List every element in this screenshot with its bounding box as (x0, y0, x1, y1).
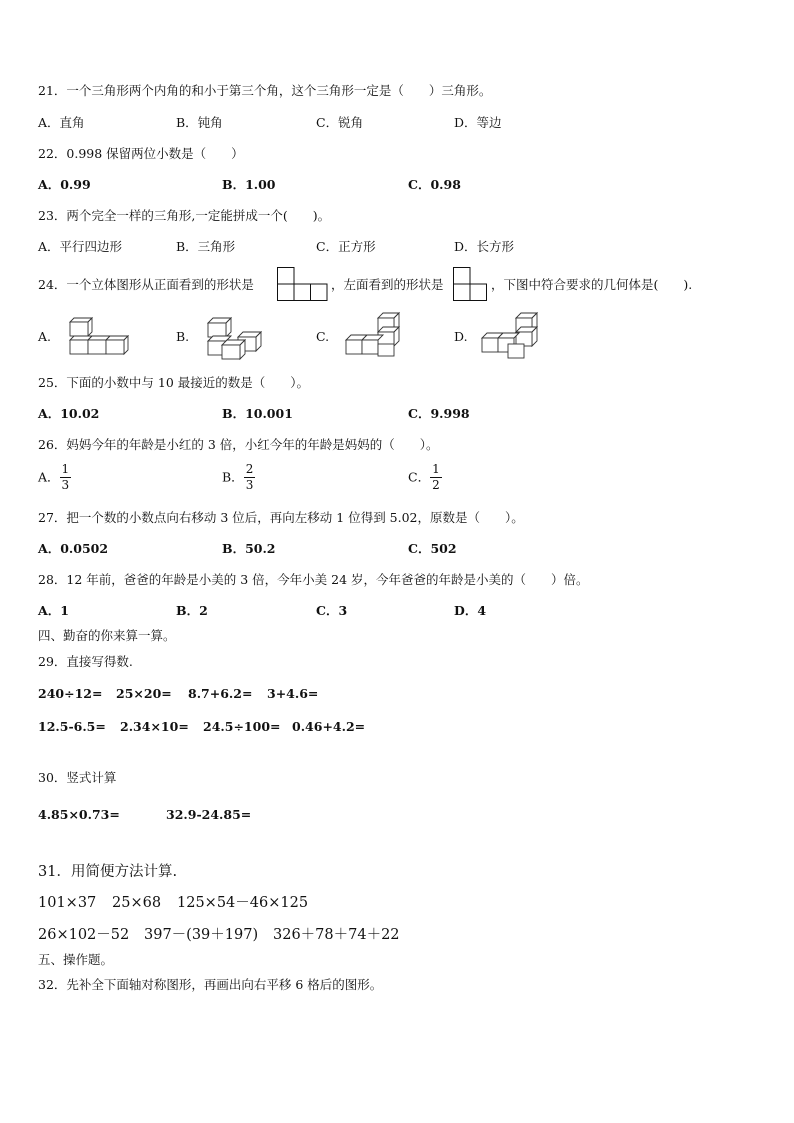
denominator: 3 (61, 478, 70, 492)
section-4-heading: 四、勤奋的你来算一算。 (38, 628, 176, 643)
question-24-stem-part3: ，下图中符合要求的几何体是( ). (491, 277, 693, 292)
question-32-stem: 32．先补全下面轴对称图形，再画出向右平移 6 格后的图形。 (38, 977, 383, 992)
q26-option-c-label: C． (408, 469, 431, 485)
section-5-heading: 五、操作题。 (38, 952, 114, 967)
q25-option-b[interactable]: B．10.001 (222, 406, 293, 421)
fraction-one-half (430, 463, 442, 492)
q30-item: 32.9-24.85= (166, 807, 252, 822)
q25-option-a[interactable]: A．10.02 (38, 406, 100, 421)
q23-option-c[interactable]: C．正方形 (316, 239, 376, 254)
q28-option-b[interactable]: B．2 (176, 603, 208, 618)
q30-item: 4.85×0.73= (38, 807, 120, 822)
q24-option-d[interactable]: D. (454, 329, 468, 344)
q29-item: 2.34×10= (120, 719, 189, 734)
front-view-figure (277, 267, 329, 301)
q26-option-a[interactable] (38, 463, 71, 492)
q29-item: 8.7+6.2= (188, 686, 253, 701)
q26-option-c[interactable] (408, 463, 442, 492)
q29-item: 0.46+4.2= (292, 719, 366, 734)
denominator: 3 (245, 478, 254, 492)
q27-option-c[interactable]: C．502 (408, 541, 457, 556)
question-24-stem-part2: ，左面看到的形状是 (331, 277, 444, 292)
numerator: 2 (245, 462, 254, 476)
question-27-stem: 27．把一个数的小数点向右移动 3 位后，再向左移动 1 位得到 5.02，原数是（ ）。 (38, 510, 524, 525)
fraction-two-thirds (244, 463, 256, 492)
numerator: 1 (61, 462, 70, 476)
q24-option-a-cube-figure (66, 314, 132, 358)
q29-item: 12.5-6.5= (38, 719, 106, 734)
q23-option-d[interactable]: D．长方形 (454, 239, 515, 254)
q31-item: 25×68 (112, 895, 162, 911)
q24-option-d-cube-figure (480, 312, 542, 360)
q24-option-b[interactable]: B. (176, 329, 190, 344)
q22-option-b[interactable]: B．1.00 (222, 177, 276, 192)
q29-item: 25×20= (116, 686, 172, 701)
left-view-figure (453, 267, 489, 301)
q21-option-d[interactable]: D．等边 (454, 115, 502, 130)
question-26-stem: 26．妈妈今年的年龄是小红的 3 倍，小红今年的年龄是妈妈的（ ）。 (38, 437, 439, 452)
q24-option-a[interactable]: A. (38, 329, 52, 344)
q27-option-b[interactable]: B．50.2 (222, 541, 276, 556)
question-21-stem: 21．一个三角形两个内角的和小于第三个角，这个三角形一定是（ ）三角形。 (38, 83, 492, 98)
q24-option-c-cube-figure (342, 312, 404, 358)
question-23-stem: 23．两个完全一样的三角形,一定能拼成一个( )。 (38, 208, 331, 223)
fraction-one-third (60, 463, 72, 492)
question-22-stem: 22．0.998 保留两位小数是（ ） (38, 146, 244, 161)
q28-option-d[interactable]: D．4 (454, 603, 487, 618)
q31-item: 397－(39＋197) (144, 927, 259, 943)
q31-item: 125×54－46×125 (177, 895, 309, 911)
question-29-stem: 29．直接写得数. (38, 654, 133, 669)
q21-option-b[interactable]: B．钝角 (176, 115, 223, 130)
q29-item: 3+4.6= (267, 686, 319, 701)
denominator: 2 (432, 478, 440, 492)
q21-option-c[interactable]: C．锐角 (316, 115, 364, 130)
q26-option-a-label: A． (38, 469, 60, 485)
q22-option-c[interactable]: C．0.98 (408, 177, 461, 192)
q27-option-a[interactable]: A．0.0502 (38, 541, 109, 556)
q31-item: 26×102－52 (38, 927, 130, 943)
q21-option-a[interactable]: A．直角 (38, 115, 85, 130)
q31-item: 326＋78＋74＋22 (273, 927, 400, 943)
q29-item: 24.5÷100= (203, 719, 281, 734)
q23-option-a[interactable]: A．平行四边形 (38, 239, 123, 254)
question-31-stem: 31．用简便方法计算. (38, 864, 178, 880)
question-24-stem-part1: 24．一个立体图形从正面看到的形状是 (38, 277, 254, 292)
q23-option-b[interactable]: B．三角形 (176, 239, 236, 254)
q31-item: 101×37 (38, 895, 97, 911)
q25-option-c[interactable]: C．9.998 (408, 406, 470, 421)
q22-option-a[interactable]: A．0.99 (38, 177, 91, 192)
q26-option-b[interactable] (222, 463, 255, 492)
q28-option-a[interactable]: A．1 (38, 603, 69, 618)
q28-option-c[interactable]: C．3 (316, 603, 348, 618)
q26-option-b-label: B． (222, 469, 244, 485)
question-30-stem: 30．竖式计算 (38, 770, 117, 785)
q29-item: 240÷12= (38, 686, 103, 701)
numerator: 1 (432, 462, 440, 476)
q24-option-c[interactable]: C. (316, 329, 330, 344)
q24-option-b-cube-figure (202, 313, 266, 361)
question-28-stem: 28．12 年前，爸爸的年龄是小美的 3 倍，今年小美 24 岁，今年爸爸的年龄是小美的（ ）倍。 (38, 572, 589, 587)
question-25-stem: 25．下面的小数中与 10 最接近的数是（ ）。 (38, 375, 310, 390)
